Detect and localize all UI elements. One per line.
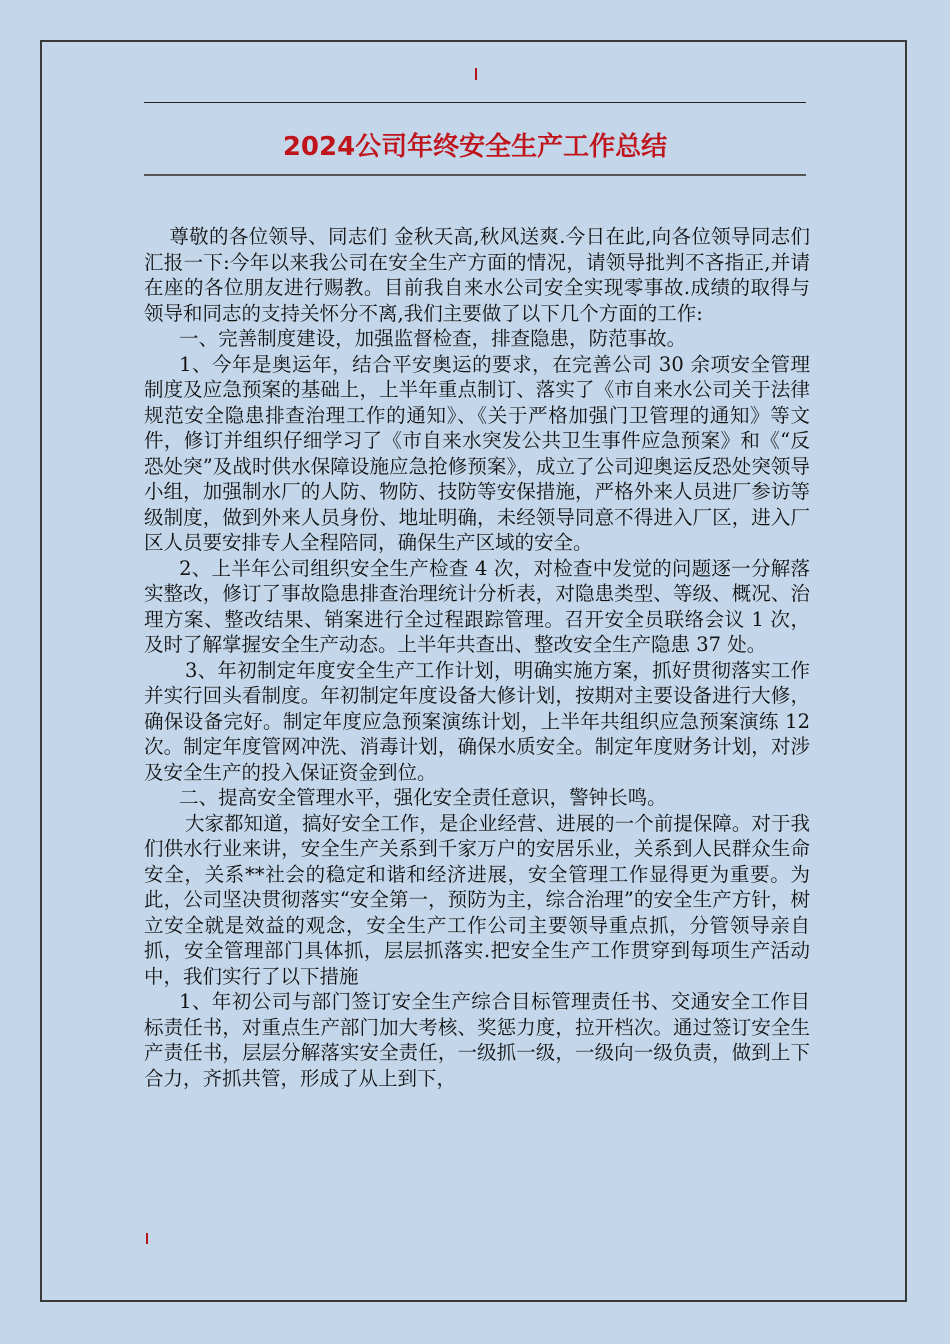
section-heading-2: 二、提高安全管理水平，强化安全责任意识，警钟长鸣。 (179, 786, 667, 809)
paragraph-2-1: 1、年初公司与部门签订安全生产综合目标管理责任书、交通安全工作目标责任书，对重点生产部门加大考核、奖惩力度，拉开档次。通过签订安全生产责任书，层层分解落实安全责任，一级抓一级，一级向一级负责，做到上下合力，齐抓共管，形成了从上到下， (144, 990, 810, 1090)
section-heading-1: 一、完善制度建设，加强监督检查，排查隐患，防范事故。 (179, 327, 687, 350)
footer-mark (146, 1233, 148, 1244)
paragraph-1-3: 3、年初制定年度安全生产工作计划，明确实施方案，抓好贯彻落实工作并实行回头看制度。年初制定年度设备大修计划，按期对主要设备进行大修，确保设备完好。制定年度应急预案演练计划，上半年共组织应急预案演练 12 次。制定年度管网冲洗、消毒计划，确保水质安全。制定年度财务计划，对涉及安全生产的投入保证资金到位。 (144, 658, 810, 784)
paragraph-1-2: 2、上半年公司组织安全生产检查 4 次，对检查中发觉的问题逐一分解落实整改，修订了事故隐患排查治理统计分析表，对隐患类型、等级、概况、治理方案、整改结果、销案进行全过程跟踪管理。召开安全员联络会议 1 次，及时了解掌握安全生产动态。上半年共查出、整改安全生产隐患 37 处。 (144, 556, 810, 656)
document-title: 2024公司年终安全生产工作总结 (282, 132, 668, 162)
document-body (144, 224, 810, 1091)
header-rule (144, 102, 806, 103)
intro-paragraph: 尊敬的各位领导、同志们 金秋天高,秋风送爽.今日在此,向各位领导同志们汇报一下:今年以来我公司在安全生产方面的情况，请领导批判不吝指正,并请在座的各位朋友进行赐教。目前我自来水公司安全实现零事故.成绩的取得与领导和同志的支持关怀分不离,我们主要做了以下几个方面的工作: (144, 225, 810, 325)
paragraph-2-intro: 大家都知道，搞好安全工作，是企业经营、进展的一个前提保障。对于我们供水行业来讲，安全生产关系到千家万户的安居乐业，关系到人民群众生命安全，关系**社会的稳定和谐和经济进展，安全管理工作显得更为重要。为此，公司坚决贯彻落实“安全第一，预防为主，综合治理”的安全生产方针，树立安全就是效益的观念，安全生产工作公司主要领导重点抓，分管领导亲自抓，安全管理部门具体抓，层层抓落实.把安全生产工作贯穿到每项生产活动中，我们实行了以下措施 (144, 811, 810, 988)
title-rule (144, 174, 806, 176)
header-mark (475, 68, 477, 80)
paragraph-1-1: 1、今年是奥运年，结合平安奥运的要求，在完善公司 30 余项安全管理制度及应急预案的基础上，上半年重点制订、落实了《市自来水公司关于法律规范安全隐患排查治理工作的通知》、《关于严格加强门卫管理的通知》等文件，修订并组织仔细学习了《市自来水突发公共卫生事件应急预案》和《“反恐处突”及战时供水保障设施应急抢修预案》，成立了公司迎奥运反恐处突领导小组，加强制水厂的人防、物防、技防等安保措施，严格外来人员进厂参访等级制度，做到外来人员身份、地址明确，未经领导同意不得进入厂区，进入厂区人员要安排专人全程陪同，确保生产区域的安全。 (144, 352, 810, 554)
